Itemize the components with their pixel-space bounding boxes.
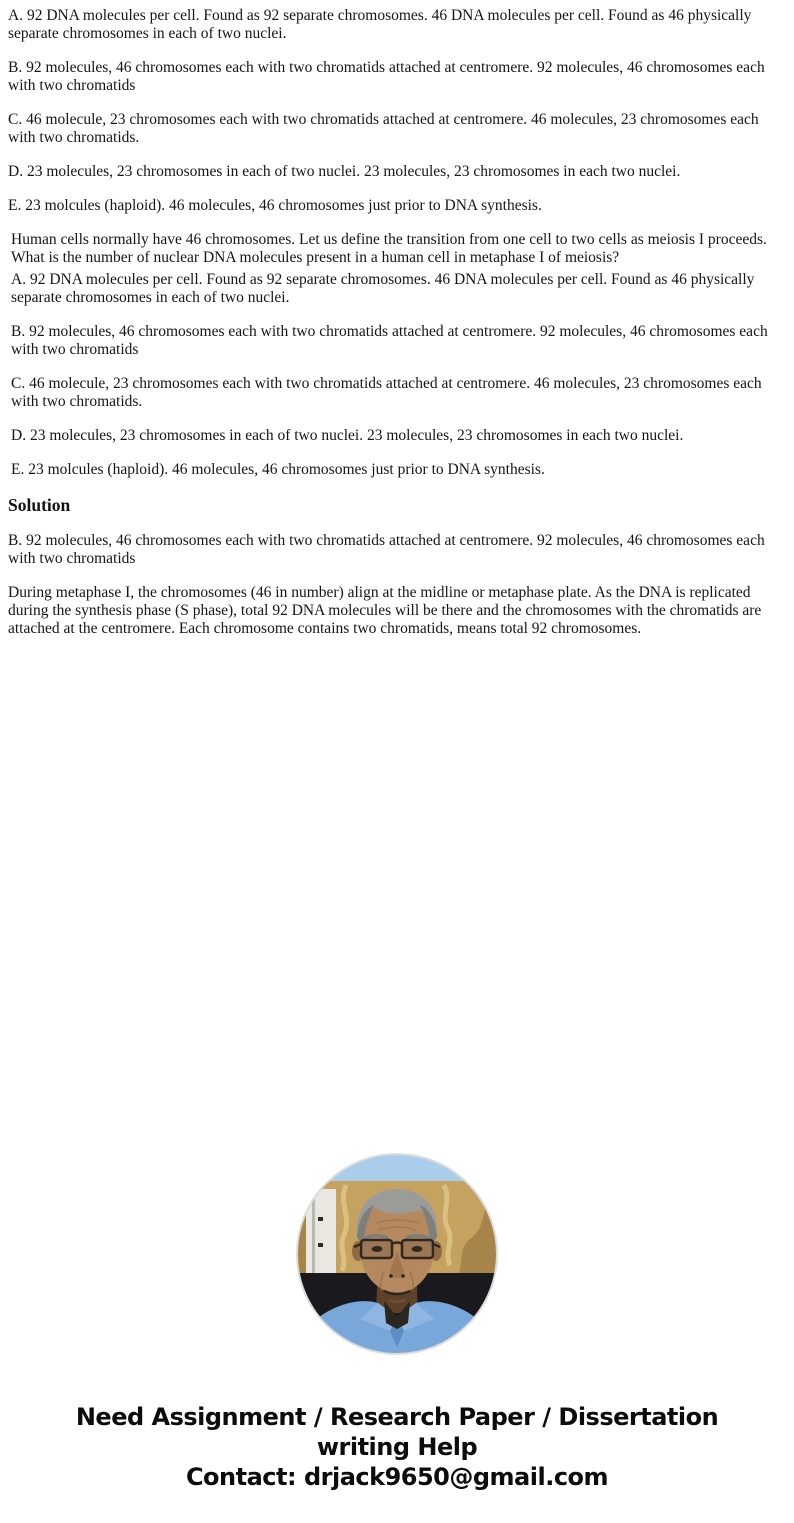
options-list-top [8, 7, 782, 215]
avatar-nostril [401, 1274, 405, 1278]
avatar-eye [412, 1246, 423, 1252]
option-e: E. 23 molcules (haploid). 46 molecules, 46 chromosomes just prior to DNA synthesis. [11, 461, 545, 478]
option-c: C. 46 molecule, 23 chromosomes each with two chromatids attached at centromere. 46 molecules, 23 chromosomes each with two chromatids. [11, 375, 762, 410]
option-c: C. 46 molecule, 23 chromosomes each with two chromatids attached at centromere. 46 molecules, 23 chromosomes each with two chromatids. [8, 111, 759, 146]
option-d: D. 23 molecules, 23 chromosomes in each of two nuclei. 23 molecules, 23 chromosomes in each two nuclei. [8, 163, 681, 180]
solution-explanation: During metaphase I, the chromosomes (46 in number) align at the midline or metaphase plate. As the DNA is replicated during the synthesis phase (S phase), total 92 DNA molecules will be there and the chromosomes with the chromatids are attached at the centromere. Each chromosome contains two chromatids, means total 92 chromosomes. [8, 584, 762, 637]
question-text: Human cells normally have 46 chromosomes. Let us define the transition from one cell to two cells as meiosis I proceeds. What is the number of nuclear DNA molecules present in a human cell in metaphase I of meiosis? [11, 231, 767, 266]
solution-answer: B. 92 molecules, 46 chromosomes each with two chromatids attached at centromere. 92 molecules, 46 chromosomes each with two chromatids [8, 532, 765, 567]
solution-section [8, 495, 782, 638]
avatar-door-hinge [318, 1217, 323, 1221]
person-portrait-icon [294, 1151, 500, 1357]
option-b: B. 92 molecules, 46 chromosomes each with two chromatids attached at centromere. 92 molecules, 46 chromosomes each with two chromatids [11, 323, 768, 358]
option-a: A. 92 DNA molecules per cell. Found as 92 separate chromosomes. 46 DNA molecules per cell. Found as 46 physically separate chromosomes in each of two nuclei. [8, 7, 752, 42]
option-b: B. 92 molecules, 46 chromosomes each with two chromatids attached at centromere. 92 molecules, 46 chromosomes each with two chromatids [8, 59, 765, 94]
option-a: A. 92 DNA molecules per cell. Found as 92 separate chromosomes. 46 DNA molecules per cell. Found as 46 physically separate chromosomes in each of two nuclei. [11, 271, 755, 306]
option-e: E. 23 molcules (haploid). 46 molecules, 46 chromosomes just prior to DNA synthesis. [8, 197, 542, 214]
avatar-nostril [389, 1274, 393, 1278]
contact-banner-line-2: writing Help [316, 1433, 478, 1461]
document-page [0, 0, 794, 654]
question-block [8, 231, 782, 479]
tutor-avatar [294, 1151, 500, 1357]
avatar-eye [372, 1246, 383, 1252]
avatar-door-hinge [318, 1243, 323, 1247]
solution-heading: Solution [8, 495, 71, 515]
contact-banner-line-3: Contact: drjack9650@gmail.com [185, 1463, 609, 1491]
option-d: D. 23 molecules, 23 chromosomes in each of two nuclei. 23 molecules, 23 chromosomes in each two nuclei. [11, 427, 684, 444]
contact-banner-line-1: Need Assignment / Research Paper / Dissertation [75, 1403, 719, 1431]
contact-banner [0, 1402, 794, 1492]
